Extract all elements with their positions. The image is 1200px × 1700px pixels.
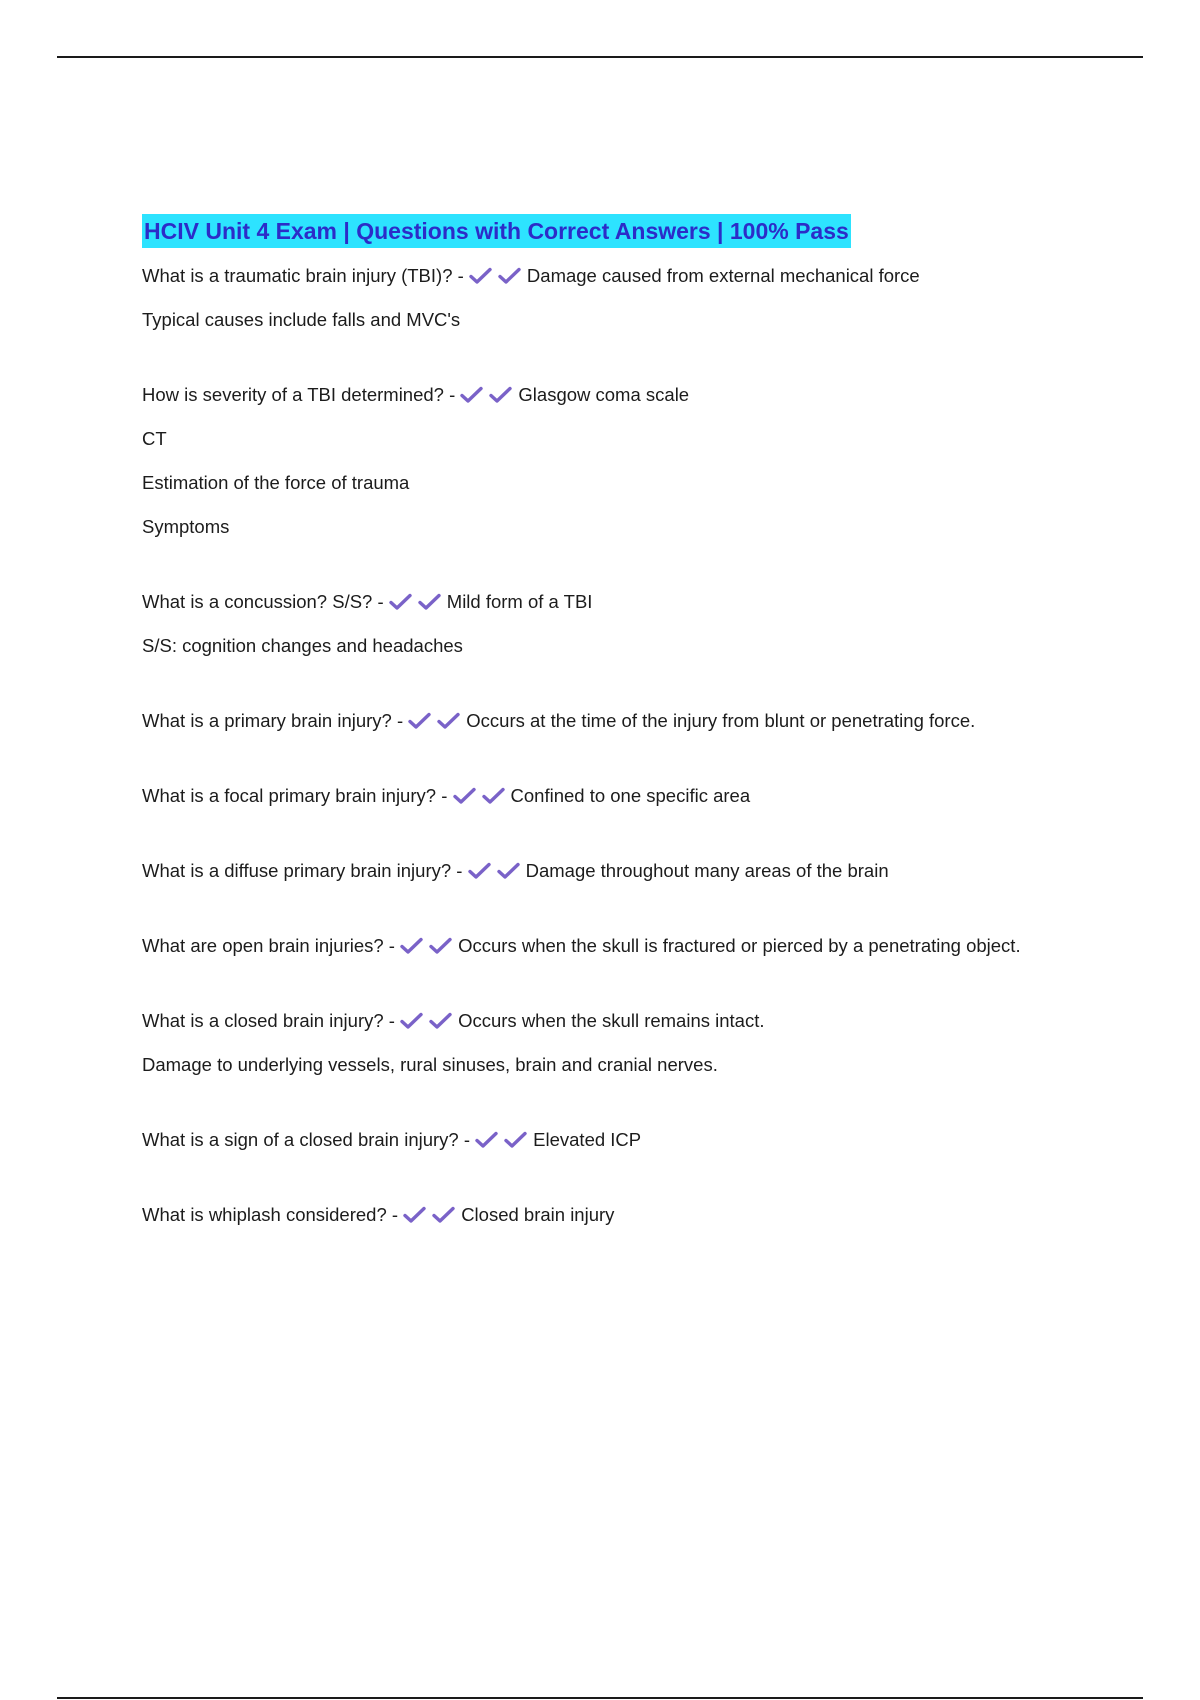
qa-line <box>142 1007 1082 1035</box>
checkmark-icon <box>489 386 512 404</box>
qa-line <box>142 782 1082 810</box>
answer-text: Confined to one specific area <box>510 785 751 806</box>
qa-list <box>142 262 1082 1229</box>
qa-item <box>142 707 1082 735</box>
checkmark-icon <box>453 787 476 805</box>
qa-line <box>142 381 1082 409</box>
qa-line <box>142 932 1082 960</box>
checkmark-icon <box>498 267 521 285</box>
qa-line <box>142 1126 1082 1154</box>
answer-detail-line: Damage to underlying vessels, rural sinuses, brain and cranial nerves. <box>142 1054 718 1075</box>
question-text: What is whiplash considered? - <box>142 1204 399 1225</box>
question-text: What is a focal primary brain injury? - <box>142 785 448 806</box>
answer-text: Occurs when the skull remains intact. <box>458 1010 765 1031</box>
qa-line <box>142 262 1082 290</box>
question-text: What is a sign of a closed brain injury? - <box>142 1129 471 1150</box>
qa-line <box>142 707 1082 735</box>
answer-detail-line: CT <box>142 428 167 449</box>
qa-item <box>142 782 1082 810</box>
checkmark-icon <box>437 712 460 730</box>
checkmark-icon <box>429 1012 452 1030</box>
checkmark-icon <box>504 1131 527 1149</box>
answer-text: Glasgow coma scale <box>518 384 690 405</box>
checkmark-icon <box>429 937 452 955</box>
question-text: What is a concussion? S/S? - <box>142 591 384 612</box>
question-text: How is severity of a TBI determined? - <box>142 384 456 405</box>
checkmark-icon <box>400 937 423 955</box>
question-text: What are open brain injuries? - <box>142 935 395 956</box>
answer-text: Elevated ICP <box>533 1129 642 1150</box>
qa-line <box>142 1201 1082 1229</box>
qa-item <box>142 588 1082 660</box>
checkmark-icon <box>468 862 491 880</box>
checkmark-icon <box>389 593 412 611</box>
qa-item <box>142 857 1082 885</box>
qa-item <box>142 1201 1082 1229</box>
question-text: What is a traumatic brain injury (TBI)? - <box>142 265 464 286</box>
checkmark-icon <box>469 267 492 285</box>
checkmark-icon <box>418 593 441 611</box>
checkmark-icon <box>408 712 431 730</box>
qa-item <box>142 932 1082 960</box>
checkmark-icon <box>497 862 520 880</box>
answer-detail-line: Symptoms <box>142 516 230 537</box>
bottom-rule <box>57 1697 1143 1699</box>
qa-item <box>142 1007 1082 1079</box>
document-title: HCIV Unit 4 Exam | Questions with Correct Answers | 100% Pass <box>142 214 851 248</box>
checkmark-icon <box>475 1131 498 1149</box>
answer-text: Damage throughout many areas of the brain <box>525 860 889 881</box>
checkmark-icon <box>400 1012 423 1030</box>
question-text: What is a diffuse primary brain injury? - <box>142 860 463 881</box>
checkmark-icon <box>460 386 483 404</box>
top-rule <box>57 56 1143 58</box>
checkmark-icon <box>432 1206 455 1224</box>
checkmark-icon <box>482 787 505 805</box>
qa-item <box>142 381 1082 541</box>
answer-text: Occurs at the time of the injury from blunt or penetrating force. <box>466 710 976 731</box>
checkmark-icon <box>403 1206 426 1224</box>
qa-line <box>142 857 1082 885</box>
question-text: What is a closed brain injury? - <box>142 1010 395 1031</box>
answer-detail-line: S/S: cognition changes and headaches <box>142 635 463 656</box>
answer-detail-line: Estimation of the force of trauma <box>142 472 410 493</box>
answer-text: Mild form of a TBI <box>446 591 593 612</box>
qa-line <box>142 588 1082 616</box>
qa-item <box>142 1126 1082 1154</box>
answer-detail-line: Typical causes include falls and MVC's <box>142 309 461 330</box>
document-body <box>142 214 1082 1245</box>
answer-text: Occurs when the skull is fractured or pierced by a penetrating object. <box>458 935 1021 956</box>
qa-item <box>142 262 1082 334</box>
answer-text: Closed brain injury <box>461 1204 615 1225</box>
answer-text: Damage caused from external mechanical force <box>526 265 920 286</box>
question-text: What is a primary brain injury? - <box>142 710 404 731</box>
